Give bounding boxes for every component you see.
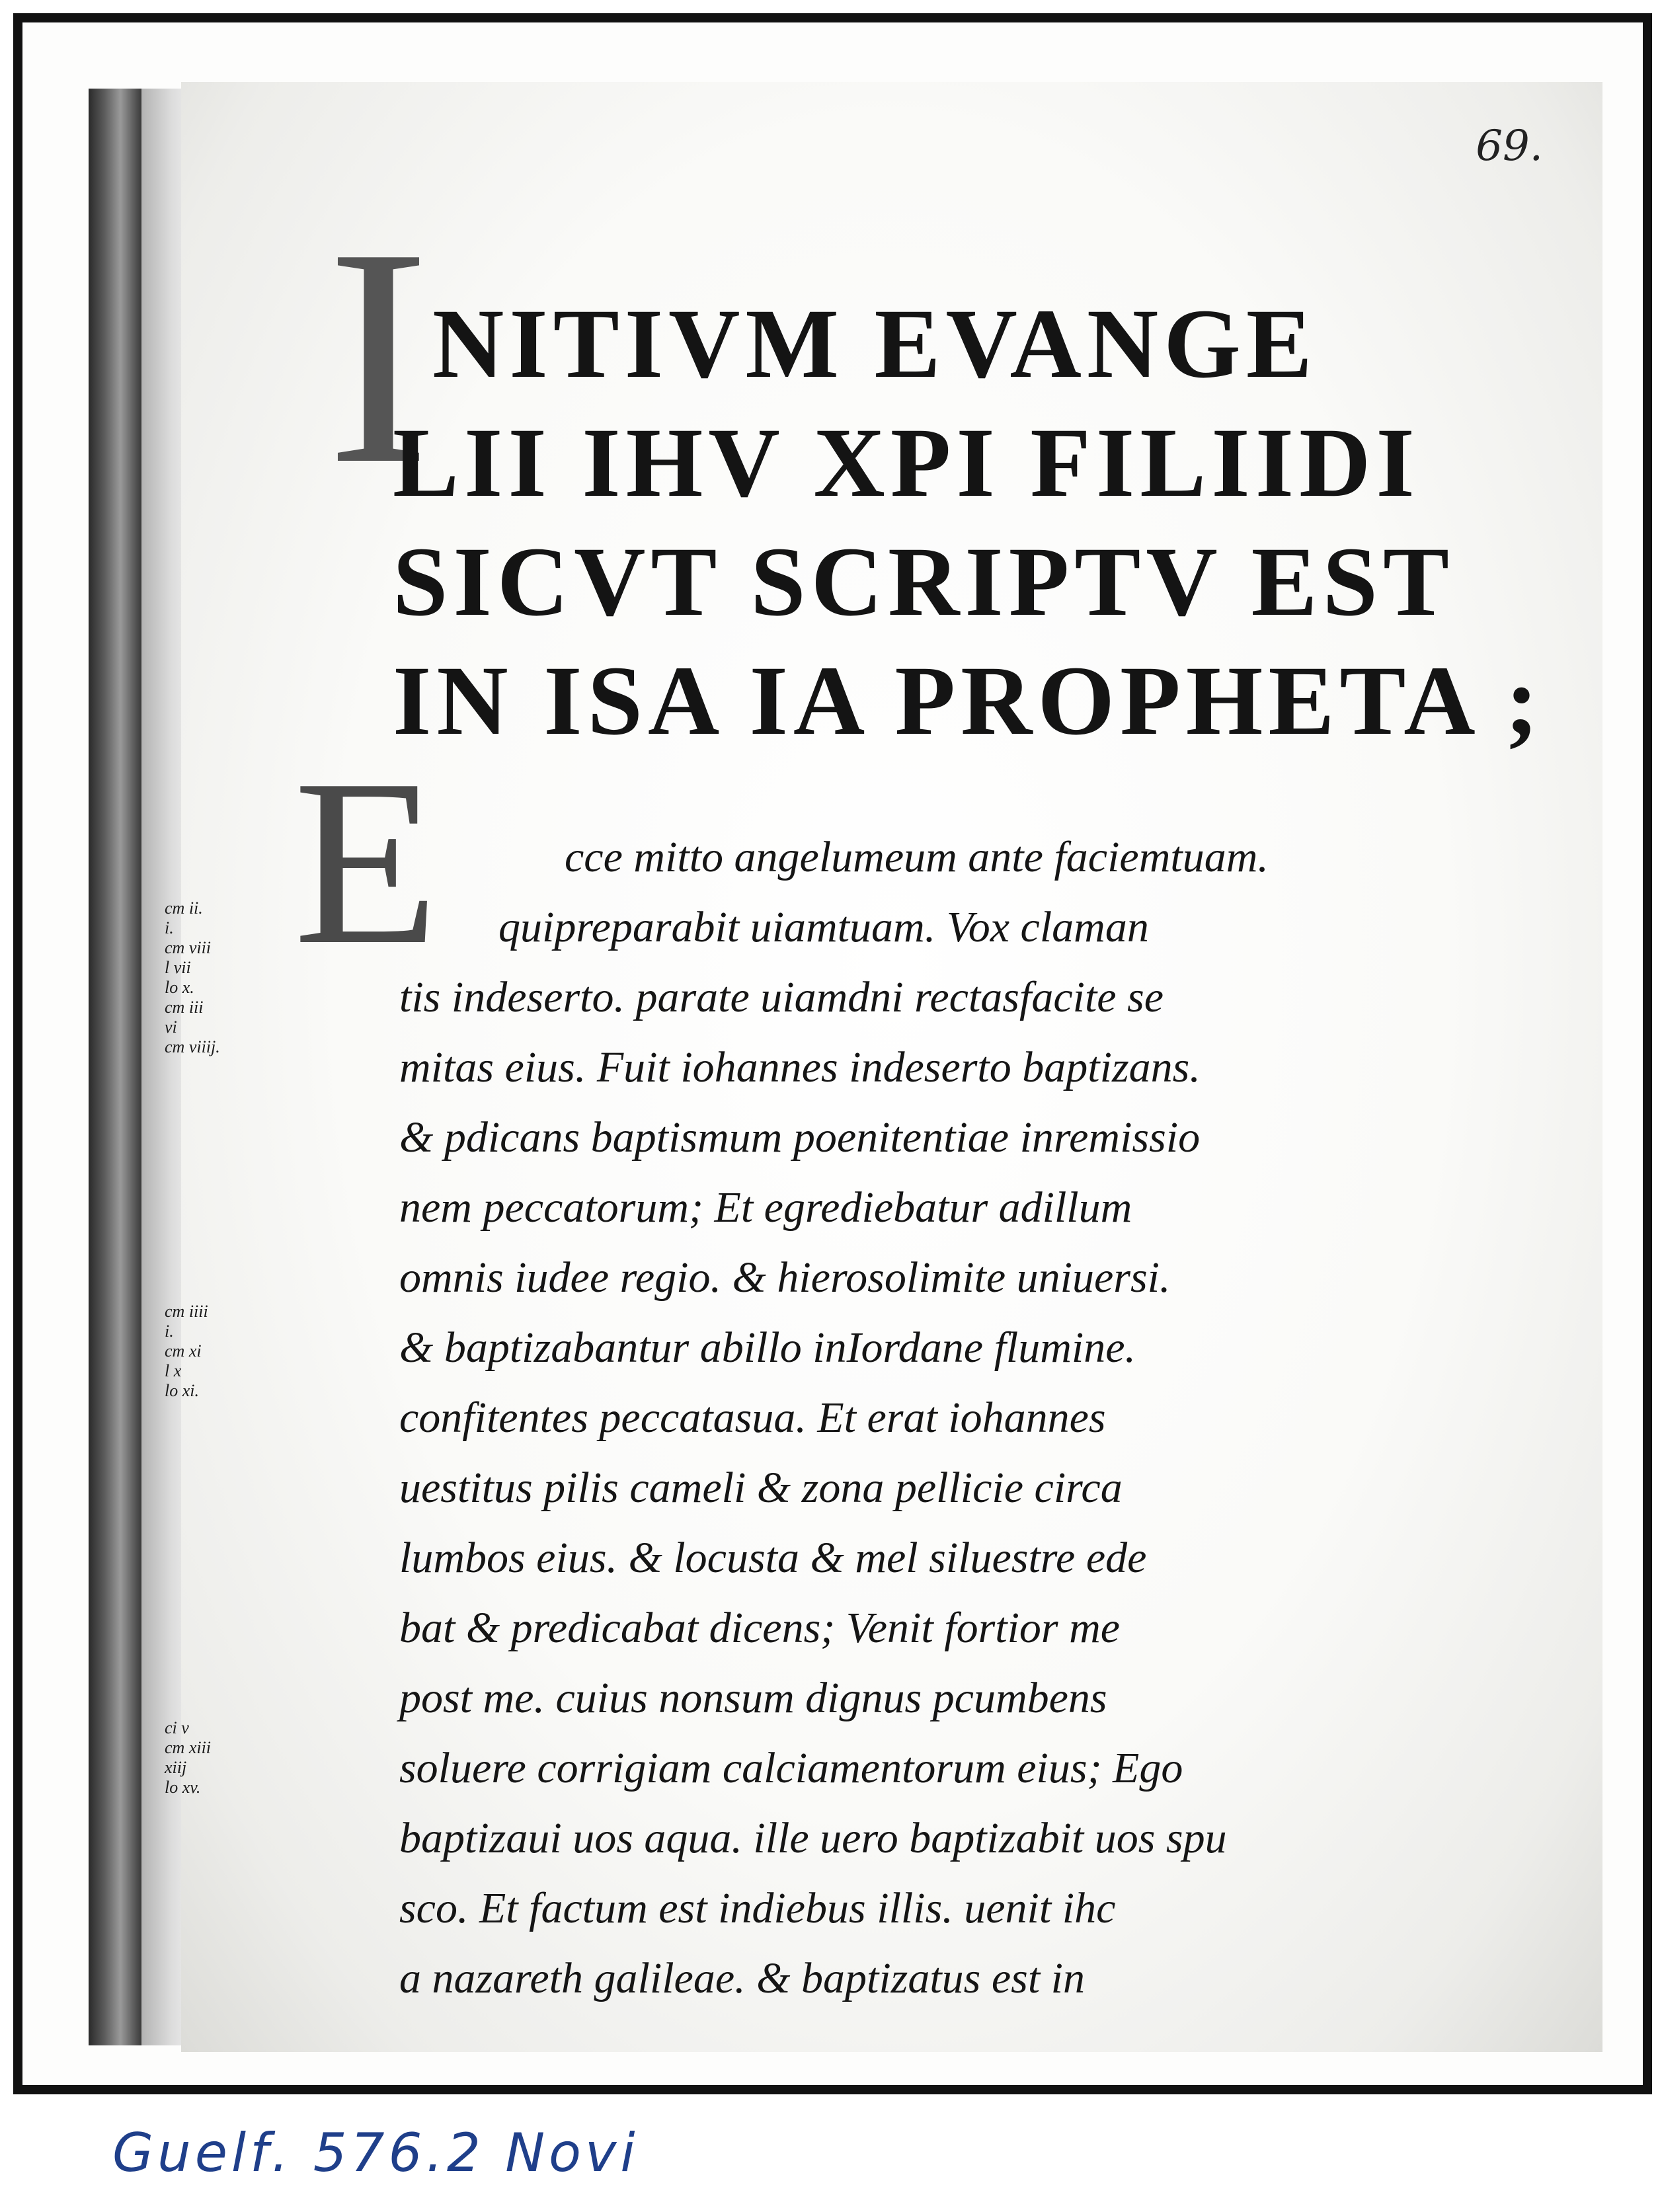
text-line: lumbos eius. & locusta & mel siluestre ede xyxy=(399,1534,1147,1582)
heading-line: NITIVM EVANGE xyxy=(432,289,1318,399)
text-line: omnis iudee regio. & hierosolimite uniuersi. xyxy=(399,1253,1171,1302)
margin-note xyxy=(165,898,270,1057)
margin-note-line: cm ii. xyxy=(165,898,203,918)
text-line: a nazareth galileae. & baptizatus est in xyxy=(399,1954,1086,2002)
text-line: bat & predicabat dicens; Venit fortior me xyxy=(399,1604,1121,1652)
folio-number: 69. xyxy=(1476,122,1543,171)
text-line: post me. cuius nonsum dignus pcumbens xyxy=(399,1674,1107,1722)
text-line: & pdicans baptismum poenitentiae inremissio xyxy=(399,1113,1201,1162)
margin-note-line: cm iiii xyxy=(165,1302,208,1321)
photo-frame xyxy=(13,13,1652,2094)
margin-note-line: lo xi. xyxy=(165,1381,199,1400)
margin-note-line: ci v xyxy=(165,1718,189,1737)
body-text xyxy=(399,822,1556,2014)
heading-line: IN ISA IA PROPHETA ; xyxy=(393,646,1544,756)
margin-note-line: cm xiii xyxy=(165,1738,212,1757)
margin-note xyxy=(165,1718,270,1797)
text-line: uestitus pilis cameli & zona pellicie circa xyxy=(399,1464,1123,1512)
shelfmark-annotation: Guelf. 576.2 Novi xyxy=(112,2122,639,2184)
text-line: sco. Et factum est indiebus illis. uenit ihc xyxy=(399,1884,1116,1932)
text-line: tis indeserto. parate uiamdni rectasfacite se xyxy=(399,973,1164,1021)
text-line: & baptizabantur abillo inIordane flumine. xyxy=(399,1323,1136,1372)
margin-note-line: cm viiij. xyxy=(165,1037,220,1056)
margin-note-line: cm iii xyxy=(165,998,204,1017)
margin-note-line: vi xyxy=(165,1017,177,1037)
margin-note-line: i. xyxy=(165,918,174,937)
binding-gutter xyxy=(89,89,141,2045)
margin-note-line: l x xyxy=(165,1361,182,1380)
decorated-initial-i: I xyxy=(327,184,427,528)
decorated-initial-e: E xyxy=(294,730,439,994)
margin-note-line: i. xyxy=(165,1322,174,1341)
margin-note-line: lo xv. xyxy=(165,1778,201,1797)
margin-note xyxy=(165,1302,270,1401)
text-line: cce mitto angelumeum ante faciemtuam. xyxy=(565,833,1269,881)
margin-note-line: cm viii xyxy=(165,938,212,957)
heading-line: SICVT SCRIPTV EST xyxy=(393,527,1455,637)
margin-note-line: l vii xyxy=(165,958,191,977)
manuscript-page xyxy=(181,82,1602,2052)
text-line: confitentes peccatasua. Et erat iohannes xyxy=(399,1394,1106,1442)
margin-note-line: cm xi xyxy=(165,1341,202,1361)
text-line: soluere corrigiam calciamentorum eius; Ego xyxy=(399,1744,1183,1792)
text-line: mitas eius. Fuit iohannes indeserto baptizans. xyxy=(399,1043,1201,1091)
text-line: baptizaui uos aqua. ille uero baptizabit uos spu xyxy=(399,1814,1227,1862)
heading-line: LII IHV XPI FILIIDI xyxy=(393,408,1420,518)
text-line: quipreparabit uiamtuam. Vox claman xyxy=(498,903,1149,951)
margin-note-line: xiij xyxy=(165,1758,187,1777)
text-line: nem peccatorum; Et egrediebatur adillum xyxy=(399,1183,1132,1232)
margin-note-line: lo x. xyxy=(165,978,194,997)
